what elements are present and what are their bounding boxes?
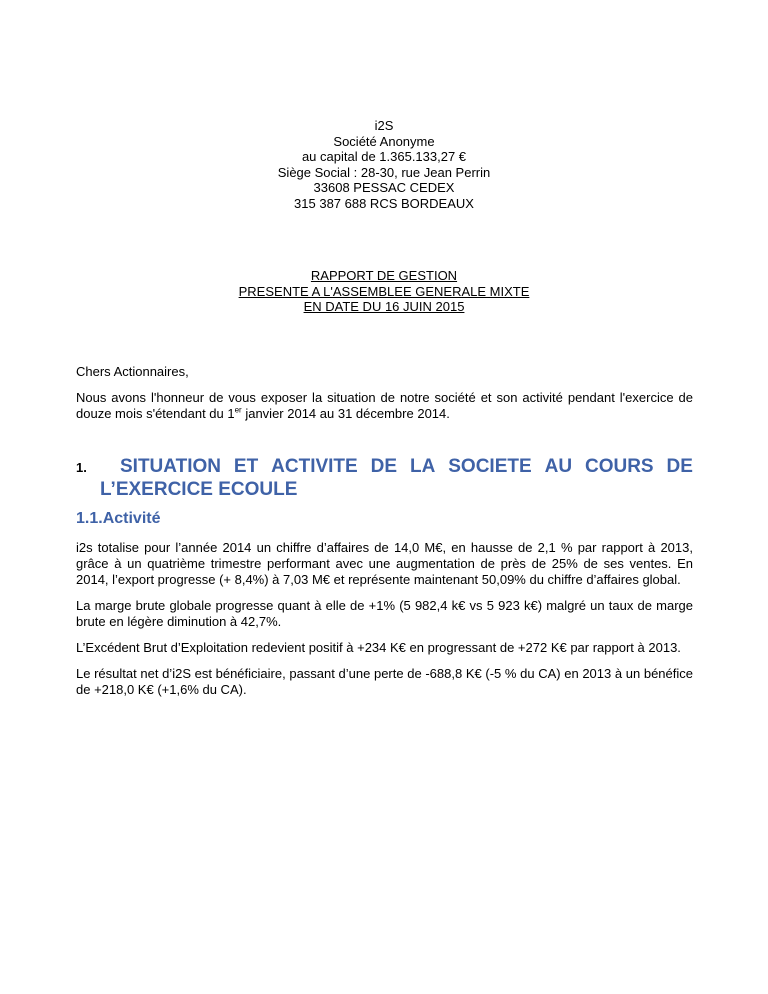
- heading-word: ET: [233, 456, 259, 477]
- heading-word: SOCIETE: [448, 456, 532, 477]
- heading-word: DE: [370, 456, 398, 477]
- heading-word: SITUATION: [120, 456, 221, 477]
- company-rcs: 315 387 688 RCS BORDEAUX: [294, 195, 474, 211]
- report-title-line-2: PRESENTE A L'ASSEMBLEE GENERALE MIXTE: [238, 283, 530, 299]
- heading-word: ACTIVITE: [271, 456, 358, 477]
- section-1-title-line-2: L’EXERCICE ECOULE: [100, 479, 298, 500]
- company-header: [0, 118, 768, 211]
- paragraph-ebitda: L’Excédent Brut d’Exploitation redevient positif à +234 K€ en progressant de +272 K€ par rapport à 2013.: [76, 640, 681, 655]
- heading-word: COURS: [584, 456, 654, 477]
- company-capital: au capital de 1.365.133,27 €: [301, 149, 467, 164]
- heading-word: AU: [544, 456, 573, 477]
- report-title-line-3: EN DATE DU 16 JUIN 2015: [303, 299, 465, 314]
- report-title-line-1: RAPPORT DE GESTION: [310, 268, 458, 283]
- section-1-number: 1.: [76, 460, 87, 475]
- company-seat: Siège Social : 28-30, rue Jean Perrin: [277, 164, 491, 180]
- section-1-title-line-1: [120, 456, 693, 478]
- paragraph-gross-margin: La marge brute globale progresse quant à elle de +1% (5 982,4 k€ vs 5 923 k€) malgré un taux de marge brute en légère diminution à 42,7%.: [76, 598, 693, 629]
- paragraph-revenue: i2s totalise pour l’année 2014 un chiffre d’affaires de 14,0 M€, en hausse de 2,1 % par rapport à 2013, grâce à un quatrième trimestre performant avec une augmentation de près de 25% de ses ventes. En 2014, l’export progresse (+ 8,4%) à 7,03 M€ et représente maintenant 50,09% du chiffre d’affaires global.: [76, 540, 693, 587]
- intro-text-end: janvier 2014 au 31 décembre 2014.: [241, 406, 450, 421]
- intro-paragraph: [76, 390, 693, 422]
- section-1-1-heading: 1.1.Activité: [76, 510, 161, 527]
- section-1-heading: [76, 456, 693, 501]
- paragraph-net-result: Le résultat net d’i2S est bénéficiaire, passant d’une perte de -688,8 K€ (-5 % du CA) en 2013 à un bénéfice de +218,0 K€ (+1,6% du CA).: [76, 666, 693, 697]
- intro-superscript: er: [234, 405, 242, 415]
- intro-text-start: Nous avons l'honneur de vous exposer la situation de notre société et son activité pendant l'exercice de douze mois s'étendant du 1: [76, 390, 693, 421]
- heading-word: DE: [666, 456, 693, 477]
- report-title: [0, 268, 768, 315]
- company-name: i2S: [374, 118, 394, 133]
- heading-word: LA: [409, 456, 436, 477]
- company-form: Société Anonyme: [333, 133, 435, 149]
- company-city: 33608 PESSAC CEDEX: [313, 180, 455, 195]
- salutation: Chers Actionnaires,: [76, 364, 189, 379]
